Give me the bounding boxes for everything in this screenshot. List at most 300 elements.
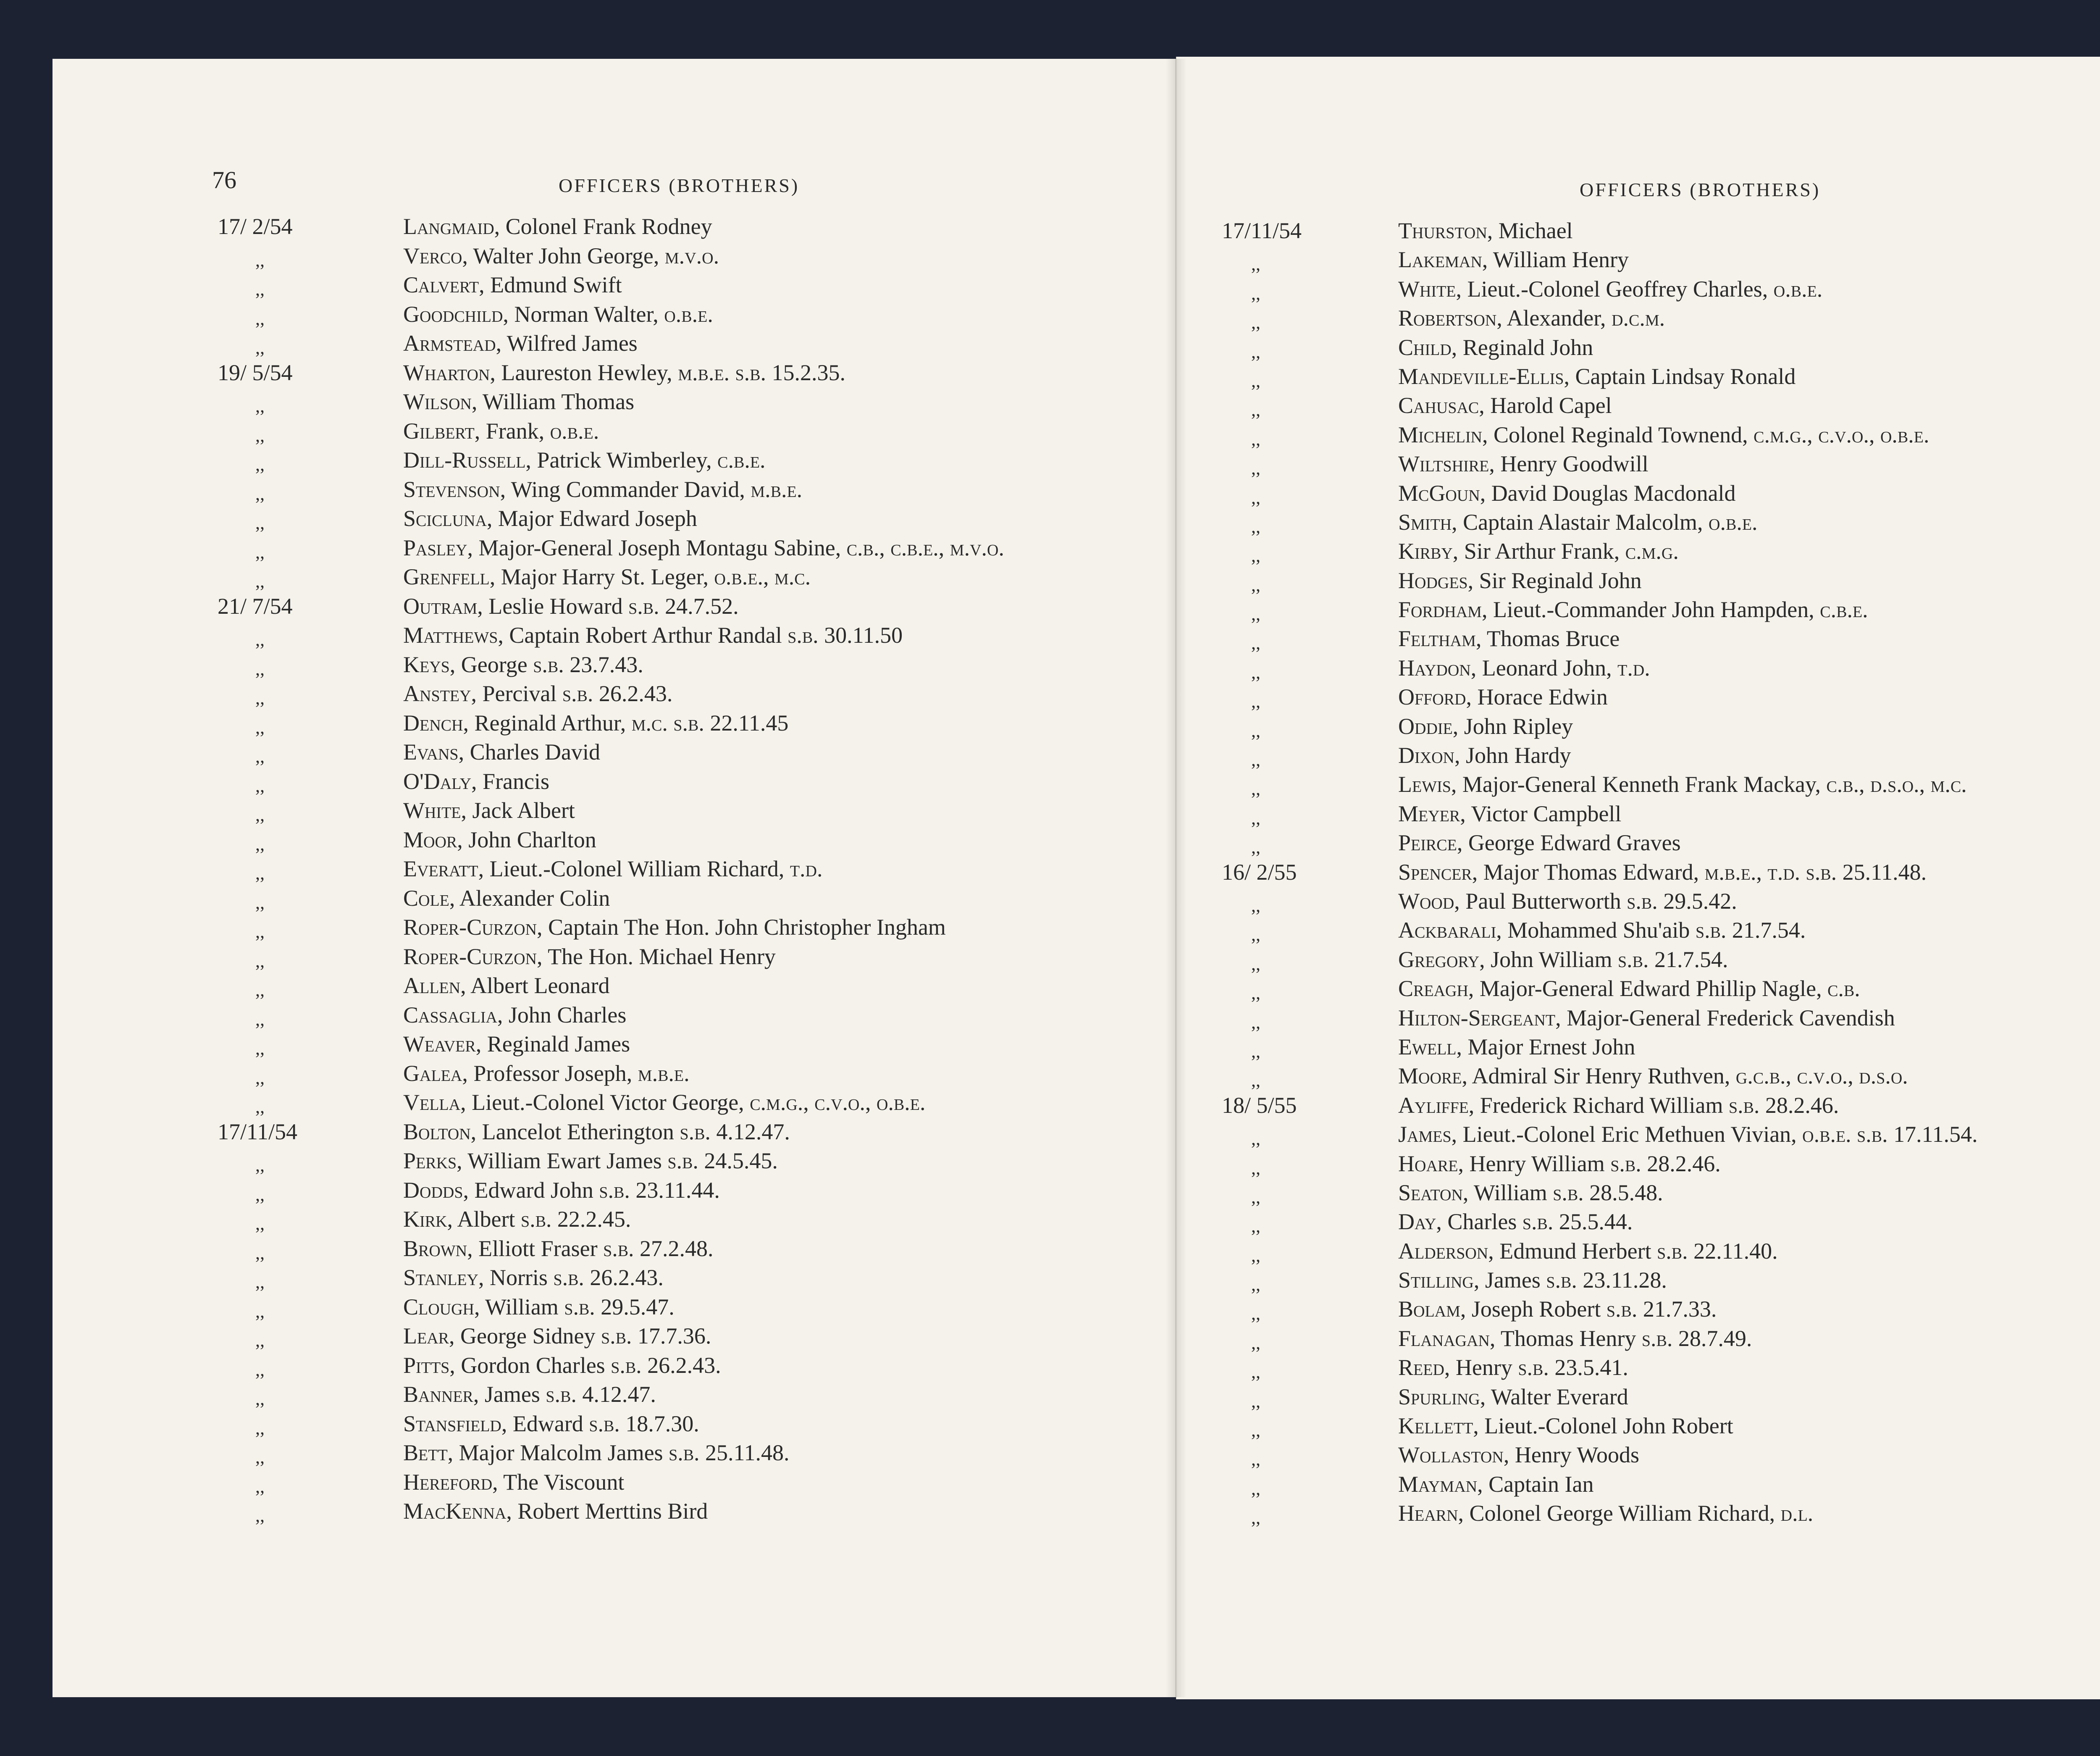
entry-postnominals: t.d. [1617, 655, 1650, 681]
ditto-mark: ,, [255, 863, 265, 883]
entry-postnominals: o.b.e., m.c. [714, 564, 811, 589]
entry-postnominals: s.b. 30.11.50 [788, 623, 903, 648]
entry-text [403, 1293, 675, 1322]
entry-postnominals: s.b. 29.5.47. [564, 1294, 675, 1320]
ditto-mark: ,, [255, 396, 265, 416]
entry-surname: Banner [403, 1382, 473, 1407]
entry-name: , Sir Reginald John [1467, 568, 1642, 593]
entry-name: , Sir Arthur Frank, [1452, 539, 1625, 564]
entry-name: , William Ewart James [457, 1148, 668, 1173]
entry-name: , John Ripley [1452, 713, 1573, 739]
entry-name: , Leslie Howard [477, 593, 629, 619]
entry-surname: Ackbarali [1398, 917, 1496, 943]
entry-surname: Evans [403, 739, 459, 765]
entry-surname: Lear [403, 1323, 449, 1349]
ditto-mark: ,, [1251, 487, 1260, 508]
left-page [52, 59, 1176, 1697]
entry-text [1398, 1237, 1778, 1266]
entry-name: , Mohammed Shu'aib [1496, 917, 1696, 943]
ditto-mark: ,, [1251, 1012, 1260, 1033]
entry-surname: Hodges [1398, 568, 1468, 593]
entry-text [403, 1322, 711, 1351]
entry-surname: Pitts [403, 1352, 450, 1378]
entry-text [1398, 974, 1860, 1003]
entry-name: , Harold Capel [1479, 393, 1612, 418]
ditto-mark: ,, [255, 1388, 265, 1409]
entry-text [403, 592, 739, 621]
ditto-mark: ,, [255, 921, 265, 942]
entry-surname: Kirby [1398, 539, 1453, 564]
entry-name: , Thomas Bruce [1475, 626, 1620, 652]
entry-surname: Spencer [1398, 859, 1472, 885]
entry-text [403, 563, 811, 592]
entry-name: , Captain Alastair Malcolm, [1452, 509, 1709, 535]
entry-text [403, 1263, 664, 1293]
entry-text [403, 650, 643, 680]
entry-postnominals: s.b. 24.7.52. [628, 593, 739, 619]
ditto-mark: ,, [255, 1009, 265, 1030]
entry-text [1398, 1383, 1628, 1412]
entry-surname: Cole [403, 885, 449, 911]
entry-text [403, 417, 599, 446]
ditto-mark: ,, [1251, 400, 1260, 421]
entry-text [1398, 945, 1728, 974]
ditto-mark: ,, [1251, 633, 1260, 654]
ditto-mark: ,, [1251, 691, 1260, 712]
entry-name: , Albert Leonard [460, 973, 610, 998]
entry-text [403, 242, 719, 271]
entry-name: , Colonel Frank Rodney [494, 214, 712, 239]
entry-date: 19/ 5/54 [218, 360, 293, 385]
entry-surname: Ayliffe [1398, 1092, 1469, 1118]
entry-name: , Captain Ian [1477, 1471, 1594, 1497]
ditto-mark: ,, [255, 483, 265, 504]
entry-postnominals: o.b.e. [664, 301, 713, 327]
entry-name: , Professor Joseph, [462, 1060, 638, 1086]
entry-name: , Major Ernest John [1456, 1034, 1635, 1059]
entry-surname: MacKenna [403, 1498, 507, 1524]
ditto-mark: ,, [1251, 1216, 1260, 1237]
entry-name: , Laureston Hewley, [490, 360, 678, 385]
ditto-mark: ,, [1251, 1186, 1260, 1207]
entry-text [1398, 683, 1608, 712]
entry-name: , Charles David [458, 739, 600, 765]
entry-surname: Roper-Curzon [403, 915, 537, 940]
entry-postnominals: m.b.e. [751, 476, 803, 502]
entry-text [1398, 1266, 1667, 1295]
page-number: 76 [212, 166, 236, 194]
ditto-mark: ,, [1251, 778, 1260, 799]
entry-text [1398, 799, 1621, 828]
entry-name: , Michael [1487, 218, 1573, 243]
ditto-mark: ,, [255, 980, 265, 1000]
entry-text [1398, 1470, 1594, 1499]
entry-surname: Kellett [1398, 1413, 1473, 1439]
entry-surname: Day [1398, 1209, 1436, 1235]
entry-name: , David Douglas Macdonald [1480, 480, 1736, 506]
entry-surname: Dixon [1398, 743, 1454, 768]
entry-name: , Wing Commander David, [500, 476, 751, 502]
entry-postnominals: c.m.g. [1625, 539, 1679, 564]
ditto-mark: ,, [255, 1359, 265, 1380]
entry-text [1398, 421, 1929, 450]
entry-postnominals: o.b.e. [550, 418, 599, 444]
ditto-mark: ,, [1251, 953, 1260, 974]
ditto-mark: ,, [1251, 837, 1260, 858]
entry-text [403, 709, 788, 738]
ditto-mark: ,, [1251, 662, 1260, 683]
entry-postnominals: s.b. 23.11.28. [1546, 1267, 1667, 1293]
entry-name: , Jack Albert [461, 798, 575, 823]
entry-postnominals: c.b.e. [717, 447, 766, 473]
entry-text [403, 1205, 631, 1234]
entry-name: , Reginald Arthur, [463, 710, 632, 736]
entry-surname: Keys [403, 652, 450, 677]
ditto-mark: ,, [1251, 312, 1260, 333]
entry-name: , James [473, 1382, 546, 1407]
entry-name: , Albert [447, 1207, 521, 1232]
entry-name: , Reginald John [1451, 334, 1593, 360]
ditto-mark: ,, [1251, 283, 1260, 304]
ditto-mark: ,, [1251, 574, 1260, 595]
ditto-mark: ,, [1251, 1420, 1260, 1441]
entry-text [1398, 304, 1665, 333]
entry-name: , Frederick Richard William [1468, 1092, 1729, 1118]
entry-postnominals: s.b. 26.2.43. [553, 1265, 664, 1290]
ditto-mark: ,, [255, 892, 265, 913]
entry-name: , Robert Merttins Bird [506, 1498, 708, 1524]
entry-postnominals: s.b. 28.7.49. [1641, 1325, 1752, 1351]
ditto-mark: ,, [255, 1213, 265, 1234]
ditto-mark: ,, [1251, 807, 1260, 828]
entry-date: 17/11/54 [1222, 218, 1302, 243]
ditto-mark: ,, [255, 1272, 265, 1292]
entry-name: , Major-General Frederick Cavendish [1555, 1005, 1895, 1030]
entry-text [1398, 1091, 1839, 1120]
entry-name: , Norris [478, 1265, 554, 1290]
entry-postnominals: s.b. 28.2.46. [1610, 1151, 1721, 1176]
entry-postnominals: s.b. 27.2.48. [603, 1236, 714, 1261]
entry-surname: Wollaston [1398, 1442, 1504, 1468]
entry-text [1398, 333, 1593, 362]
entry-postnominals: s.b. 23.7.43. [533, 652, 643, 677]
entry-surname: Smith [1398, 509, 1452, 535]
entry-name: , Henry [1444, 1355, 1518, 1380]
entry-postnominals: s.b. 17.7.36. [601, 1323, 711, 1349]
ditto-mark: ,, [255, 425, 265, 446]
entry-name: , Alexander, [1496, 305, 1612, 331]
entry-name: , Edmund Herbert [1488, 1238, 1657, 1264]
entry-postnominals: s.b. 23.11.44. [599, 1177, 720, 1203]
entry-surname: Gilbert [403, 418, 475, 444]
ditto-mark: ,, [255, 629, 265, 650]
entry-text [1398, 275, 1822, 304]
entry-name: , George Edward Graves [1457, 830, 1681, 856]
entry-text [1398, 1004, 1895, 1033]
entry-text [1398, 1412, 1733, 1441]
entry-surname: Brown [403, 1236, 467, 1261]
entry-text [403, 621, 903, 650]
entry-name: , Henry Goodwill [1489, 451, 1648, 477]
entry-text [1398, 537, 1679, 566]
ditto-mark: ,, [1251, 924, 1260, 945]
entry-postnominals: s.b. 28.5.48. [1553, 1180, 1663, 1205]
ditto-mark: ,, [1251, 1303, 1260, 1324]
ditto-mark: ,, [255, 775, 265, 796]
entry-surname: Bolton [403, 1119, 471, 1144]
entry-name: , Colonel George William Richard, [1458, 1501, 1781, 1526]
entry-surname: Offord [1398, 684, 1466, 710]
entry-text [1398, 595, 1868, 624]
entry-text [1398, 887, 1737, 916]
entry-text [403, 387, 634, 417]
entry-surname: Anstey [403, 681, 471, 706]
entry-text [403, 1001, 626, 1030]
entry-name: , Captain Robert Arthur Randal [498, 623, 788, 648]
entry-surname: Pasley [403, 535, 467, 560]
entry-surname: Armstead [403, 331, 496, 356]
entry-name: , Thomas Henry [1489, 1325, 1642, 1351]
entry-name: , The Viscount [492, 1469, 625, 1495]
entry-name: , Colonel Reginald Townend, [1482, 422, 1754, 447]
ditto-mark: ,, [255, 746, 265, 767]
ditto-mark: ,, [255, 454, 265, 475]
entry-surname: Ewell [1398, 1034, 1457, 1059]
entry-surname: Grenfell [403, 564, 490, 589]
ditto-mark: ,, [255, 1417, 265, 1438]
ditto-mark: ,, [255, 542, 265, 563]
entry-postnominals: c.b.e. [1820, 597, 1868, 623]
entry-postnominals: m.b.e. s.b. 15.2.35. [678, 360, 846, 385]
entry-text [403, 300, 713, 329]
entry-name: , Captain The Hon. John Christopher Ingham [537, 915, 946, 940]
ditto-mark: ,, [255, 1038, 265, 1059]
entry-name: , Major Harry St. Leger, [489, 564, 714, 589]
entry-text [403, 1030, 630, 1059]
ditto-mark: ,, [255, 950, 265, 971]
entry-surname: Peirce [1398, 830, 1457, 856]
entry-name: , Lieut.-Colonel John Robert [1473, 1413, 1733, 1439]
entry-name: , Lieut.-Commander John Hampden, [1481, 597, 1820, 623]
entry-name: , Captain Lindsay Ronald [1564, 363, 1796, 389]
entry-surname: Matthews [403, 623, 498, 648]
entry-surname: Wood [1398, 888, 1454, 914]
entry-name: , Edward John [463, 1177, 599, 1203]
entry-text [403, 1468, 624, 1497]
entry-text [403, 796, 575, 825]
entry-name: , Reginald James [475, 1031, 630, 1057]
entry-name: , Alexander Colin [449, 885, 610, 911]
entry-surname: Hoare [1398, 1151, 1458, 1176]
entry-surname: Dill-Russell [403, 447, 526, 473]
entry-name: , Major Malcolm James [447, 1440, 669, 1465]
entry-surname: Wharton [403, 360, 490, 385]
entry-name: , John William [1479, 946, 1618, 972]
entry-surname: Alderson [1398, 1238, 1488, 1264]
ditto-mark: ,, [255, 1242, 265, 1263]
entry-postnominals: o.b.e. s.b. 17.11.54. [1802, 1122, 1978, 1147]
entry-surname: Perks [403, 1148, 457, 1173]
entry-surname: Fordham [1398, 597, 1482, 623]
entry-text [403, 1176, 720, 1205]
entry-postnominals: s.b. 28.2.46. [1728, 1092, 1839, 1118]
ditto-mark: ,, [1251, 1391, 1260, 1412]
entry-name: , Lieut.-Colonel Eric Methuen Vivian, [1451, 1122, 1803, 1147]
entry-surname: Lakeman [1398, 247, 1482, 273]
entry-text [403, 1438, 790, 1468]
ditto-mark: ,, [1251, 1157, 1260, 1178]
ditto-mark: ,, [255, 1476, 265, 1497]
entry-date: 21/ 7/54 [218, 593, 293, 619]
entry-text [403, 358, 845, 388]
entry-name: , Francis [471, 768, 549, 794]
entry-postnominals: m.b.e., t.d. s.b. 25.11.48. [1704, 859, 1927, 885]
entry-text [1398, 1207, 1633, 1236]
ditto-mark: ,, [255, 1330, 265, 1351]
entry-postnominals: s.b. 21.7.54. [1695, 917, 1806, 943]
entry-name: , Admiral Sir Henry Ruthven, [1462, 1063, 1736, 1089]
entry-text [403, 738, 600, 767]
entry-name: , Gordon Charles [449, 1352, 611, 1378]
entry-text [1398, 245, 1629, 274]
entry-name: , George [449, 652, 533, 677]
ditto-mark: ,, [1251, 720, 1260, 741]
ditto-mark: ,, [255, 337, 265, 358]
entry-name: , Major-General Kenneth Frank Mackay, [1451, 772, 1827, 797]
entry-surname: Roper-Curzon [403, 944, 537, 969]
entry-text [1398, 1441, 1639, 1469]
entry-postnominals: s.b. 25.11.48. [669, 1440, 790, 1465]
entry-postnominals: s.b. 22.11.40. [1657, 1238, 1778, 1264]
ditto-mark: ,, [255, 571, 265, 591]
entry-text [1398, 1295, 1717, 1324]
entry-postnominals: s.b. 26.2.43. [611, 1352, 721, 1378]
entry-surname: Bolam [1398, 1296, 1460, 1322]
entry-name: , Major Edward Joseph [486, 506, 697, 531]
entry-name: , Lieut.-Colonel Geoffrey Charles, [1456, 276, 1774, 302]
entry-postnominals: c.b., d.s.o., m.c. [1826, 772, 1967, 797]
ditto-mark: ,, [255, 279, 265, 300]
entry-surname: Galea [403, 1060, 462, 1086]
entry-surname: Stanley [403, 1265, 478, 1290]
entry-postnominals: s.b. 26.2.43. [562, 681, 673, 706]
entry-text [403, 446, 766, 475]
entry-surname: Hearn [1398, 1501, 1458, 1526]
entry-text [1398, 1353, 1628, 1382]
entry-surname: Feltham [1398, 626, 1476, 652]
entry-surname: James [1398, 1122, 1452, 1147]
entry-text [403, 1146, 778, 1176]
entry-text [403, 534, 1004, 563]
entry-surname: Vella [403, 1090, 461, 1115]
ditto-mark: ,, [1251, 1245, 1260, 1266]
entry-postnominals: s.b. 21.7.33. [1606, 1296, 1717, 1322]
entry-text [403, 1234, 714, 1264]
entry-name: , Leonard John, [1470, 655, 1618, 681]
entry-surname: Everatt [403, 856, 478, 881]
ditto-mark: ,, [1251, 1274, 1260, 1295]
entry-name: , William [1462, 1180, 1553, 1205]
entry-text [403, 942, 776, 972]
entry-name: , Victor Campbell [1460, 801, 1622, 826]
entry-name: , Norman Walter, [503, 301, 664, 327]
entry-text [1398, 450, 1648, 478]
entry-text [1398, 566, 1642, 595]
entry-surname: Gregory [1398, 946, 1480, 972]
entry-text [403, 1351, 721, 1380]
ditto-mark: ,, [1251, 604, 1260, 625]
entry-postnominals: g.c.b., c.v.o., d.s.o. [1735, 1063, 1908, 1089]
entry-postnominals: s.b. 18.7.30. [589, 1411, 699, 1436]
entry-text [1398, 712, 1573, 741]
entry-name: , The Hon. Michael Henry [537, 944, 776, 969]
entry-surname: Verco [403, 243, 462, 268]
entry-surname: Allen [403, 973, 461, 998]
entry-name: , Lancelot Etherington [470, 1119, 680, 1144]
entry-postnominals: s.b. 22.2.45. [520, 1207, 631, 1232]
ditto-mark: ,, [255, 1096, 265, 1117]
ditto-mark: ,, [255, 1184, 265, 1205]
entry-postnominals: m.c. s.b. 22.11.45 [631, 710, 789, 736]
ditto-mark: ,, [1251, 1041, 1260, 1062]
entry-name: , Percival [471, 681, 562, 706]
entry-postnominals: s.b. 4.12.47. [546, 1382, 656, 1407]
ditto-mark: ,, [1251, 1478, 1260, 1499]
entry-text [1398, 1120, 1978, 1149]
ditto-mark: ,, [1251, 1070, 1260, 1091]
ditto-mark: ,, [1251, 428, 1260, 450]
entry-postnominals: d.l. [1780, 1501, 1814, 1526]
entry-surname: Stilling [1398, 1267, 1474, 1293]
entry-text [403, 884, 610, 913]
entry-surname: Langmaid [403, 214, 494, 239]
ditto-mark: ,, [255, 308, 265, 329]
entry-surname: Dodds [403, 1177, 463, 1203]
entry-name: , John Charles [497, 1002, 627, 1028]
entry-text [1398, 1062, 1908, 1091]
entry-text [403, 212, 712, 242]
ditto-mark: ,, [1251, 1332, 1260, 1353]
entry-surname: Hereford [403, 1469, 493, 1495]
ditto-mark: ,, [1251, 983, 1260, 1004]
entry-text [403, 1059, 690, 1088]
entry-name: , Walter John George, [462, 243, 665, 268]
entry-text [1398, 654, 1650, 683]
entry-name: , Walter Everard [1480, 1384, 1628, 1409]
entry-surname: Seaton [1398, 1180, 1463, 1205]
entry-text [403, 329, 638, 358]
entry-text [1398, 1178, 1663, 1207]
entry-text [403, 271, 622, 300]
entry-postnominals: s.b. 29.5.42. [1627, 888, 1737, 914]
entry-surname: Thurston [1398, 218, 1487, 243]
entry-surname: Michelin [1398, 422, 1482, 447]
ditto-mark: ,, [1251, 1507, 1260, 1528]
entry-name: , John Hardy [1454, 743, 1571, 768]
entry-text [403, 1497, 708, 1526]
entry-text [1398, 858, 1927, 887]
entry-postnominals: t.d. [790, 856, 823, 881]
entry-text [1398, 1499, 1813, 1528]
entry-name: , Wilfred James [496, 331, 638, 356]
ditto-mark: ,, [255, 1505, 265, 1526]
entry-text [1398, 624, 1620, 653]
entry-surname: Cahusac [1398, 393, 1479, 418]
entry-text [403, 825, 596, 855]
entry-surname: Oddie [1398, 713, 1453, 739]
entry-name: , Elliott Fraser [467, 1236, 604, 1261]
entry-postnominals: c.b. [1827, 976, 1860, 1002]
